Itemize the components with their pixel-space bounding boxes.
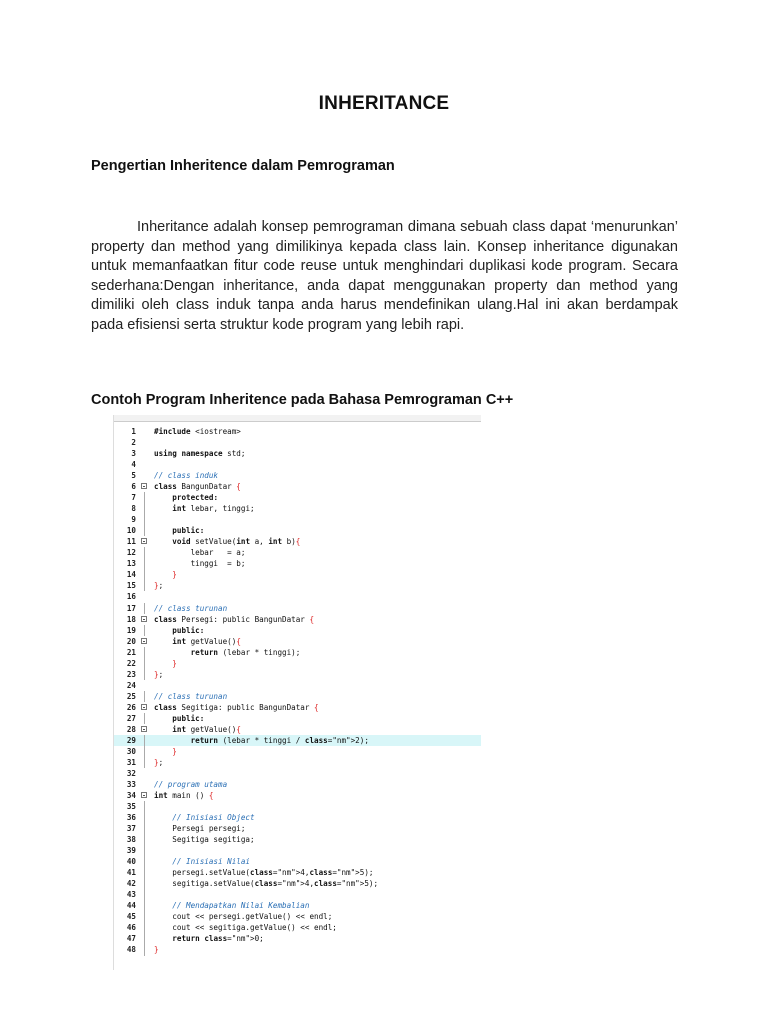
code-line bbox=[114, 636, 481, 647]
code-line bbox=[114, 669, 481, 680]
line-number: 33 bbox=[126, 780, 136, 789]
code-text: }; bbox=[154, 757, 164, 767]
code-text: int lebar, tinggi; bbox=[172, 504, 255, 514]
code-line bbox=[114, 867, 481, 878]
code-text: protected: bbox=[172, 493, 219, 503]
fold-guide bbox=[144, 933, 145, 944]
line-number: 16 bbox=[126, 592, 136, 602]
code-text: public: bbox=[172, 713, 205, 723]
line-number: 38 bbox=[126, 835, 136, 845]
fold-guide bbox=[144, 944, 145, 955]
line-number: 39 bbox=[126, 846, 136, 856]
line-number: 26 bbox=[126, 702, 136, 712]
fold-guide bbox=[144, 669, 145, 680]
code-text: class Persegi: public BangunDatar { bbox=[154, 614, 315, 624]
code-text: return (lebar * tinggi / class="nm">2); bbox=[190, 735, 369, 745]
code-text: using namespace std; bbox=[154, 449, 246, 459]
line-number: 41 bbox=[126, 868, 136, 878]
fold-guide bbox=[144, 580, 145, 591]
fold-guide bbox=[144, 691, 145, 702]
line-number: 12 bbox=[126, 548, 136, 558]
code-text: int getValue(){ bbox=[172, 636, 241, 646]
code-line bbox=[114, 933, 481, 944]
line-number: 21 bbox=[126, 647, 136, 657]
line-number: 23 bbox=[126, 669, 136, 679]
code-line bbox=[114, 779, 481, 790]
code-line bbox=[114, 569, 481, 580]
line-number: 42 bbox=[126, 879, 136, 889]
fold-guide bbox=[144, 845, 145, 856]
code-line bbox=[114, 525, 481, 536]
line-number: 3 bbox=[131, 449, 136, 459]
code-line bbox=[114, 558, 481, 569]
code-text: // Inisiasi Object bbox=[154, 813, 255, 823]
code-line bbox=[114, 492, 481, 503]
code-line bbox=[114, 790, 481, 801]
code-text: }; bbox=[154, 669, 164, 679]
code-text: // program utama bbox=[154, 780, 228, 789]
line-number: 1 bbox=[131, 427, 136, 436]
line-number: 11 bbox=[126, 537, 136, 547]
line-number: 43 bbox=[126, 890, 136, 900]
fold-toggle-icon[interactable] bbox=[141, 616, 147, 622]
fold-guide bbox=[144, 569, 145, 580]
line-number: 10 bbox=[126, 526, 136, 536]
fold-guide bbox=[144, 889, 145, 900]
line-number: 7 bbox=[131, 493, 136, 503]
line-number: 14 bbox=[126, 570, 136, 580]
code-line bbox=[114, 746, 481, 757]
fold-guide bbox=[144, 735, 145, 746]
code-text: lebar = a; bbox=[154, 548, 246, 558]
code-text: public: bbox=[172, 526, 205, 536]
fold-guide bbox=[144, 625, 145, 636]
code-text: #include <iostream> bbox=[154, 427, 241, 436]
fold-guide bbox=[144, 856, 145, 867]
line-number: 36 bbox=[126, 813, 136, 823]
fold-toggle-icon[interactable] bbox=[141, 483, 147, 489]
code-line bbox=[114, 845, 481, 856]
code-line bbox=[114, 481, 481, 492]
code-text: // Mendapatkan Nilai Kembalian bbox=[154, 901, 310, 911]
line-number: 9 bbox=[131, 515, 136, 525]
fold-guide bbox=[144, 812, 145, 823]
code-text: } bbox=[172, 658, 177, 668]
code-line bbox=[114, 856, 481, 867]
fold-guide bbox=[144, 878, 145, 889]
code-text: persegi.setValue(class="nm">4,class="nm">5); bbox=[154, 868, 374, 878]
code-text: } bbox=[154, 945, 159, 955]
code-line bbox=[114, 823, 481, 834]
code-line bbox=[114, 459, 481, 470]
code-line bbox=[114, 735, 481, 746]
fold-guide bbox=[144, 514, 145, 525]
code-line bbox=[114, 889, 481, 900]
code-text: // Inisiasi Nilai bbox=[154, 857, 251, 867]
fold-guide bbox=[144, 823, 145, 834]
code-text: // class turunan bbox=[154, 691, 228, 701]
code-line bbox=[114, 591, 481, 602]
code-line bbox=[114, 437, 481, 448]
fold-guide bbox=[144, 834, 145, 845]
line-number: 25 bbox=[126, 691, 136, 701]
code-text: } bbox=[172, 570, 177, 580]
line-number: 27 bbox=[126, 713, 136, 723]
code-text: cout << segitiga.getValue() << endl; bbox=[154, 923, 337, 933]
line-number: 46 bbox=[126, 923, 136, 933]
code-line bbox=[114, 834, 481, 845]
fold-guide bbox=[144, 658, 145, 669]
code-text: tinggi = b; bbox=[154, 559, 246, 569]
code-line bbox=[114, 536, 481, 547]
code-line bbox=[114, 503, 481, 514]
code-line bbox=[114, 713, 481, 724]
fold-guide bbox=[144, 746, 145, 757]
code-line bbox=[114, 801, 481, 812]
code-text: return class="nm">0; bbox=[172, 934, 264, 944]
line-number: 31 bbox=[126, 757, 136, 767]
fold-guide bbox=[144, 525, 145, 536]
line-number: 8 bbox=[131, 504, 136, 514]
code-text: int getValue(){ bbox=[172, 724, 241, 734]
line-number: 44 bbox=[126, 901, 136, 911]
section-heading-example: Contoh Program Inheritence pada Bahasa Pemrograman C++ bbox=[91, 392, 514, 408]
fold-guide bbox=[144, 713, 145, 724]
code-text: }; bbox=[154, 581, 164, 591]
line-number: 13 bbox=[126, 559, 136, 569]
document-title: INHERITANCE bbox=[318, 93, 450, 114]
code-line bbox=[114, 614, 481, 625]
fold-toggle-icon[interactable] bbox=[141, 792, 147, 798]
code-text: segitiga.setValue(class="nm">4,class="nm">5); bbox=[154, 879, 379, 889]
code-text: return (lebar * tinggi); bbox=[190, 647, 301, 657]
code-line bbox=[114, 470, 481, 481]
line-number: 45 bbox=[126, 912, 136, 922]
code-line bbox=[114, 944, 481, 955]
code-line bbox=[114, 647, 481, 658]
fold-guide bbox=[144, 558, 145, 569]
line-number: 4 bbox=[131, 460, 136, 470]
fold-guide bbox=[144, 922, 145, 933]
code-line bbox=[114, 702, 481, 713]
line-number: 29 bbox=[126, 735, 136, 745]
code-line bbox=[114, 625, 481, 636]
fold-toggle-icon[interactable] bbox=[141, 638, 147, 644]
code-line bbox=[114, 547, 481, 558]
code-text: public: bbox=[172, 625, 205, 635]
line-number: 34 bbox=[126, 791, 136, 801]
line-number: 40 bbox=[126, 857, 136, 867]
code-lines bbox=[114, 426, 481, 956]
line-number: 15 bbox=[126, 581, 136, 591]
code-line bbox=[114, 448, 481, 459]
line-number: 30 bbox=[126, 746, 136, 756]
fold-guide bbox=[144, 801, 145, 812]
fold-guide bbox=[144, 492, 145, 503]
body-paragraph: Inheritance adalah konsep pemrograman dimana sebuah class dapat ‘menurunkan’ property dan method yang dimilikinya kepada class lain. Konsep inheritance digunakan untuk memanfaatkan fitur code reuse untuk menghindari duplikasi kode program. Secara sederhana:Dengan inheritance, anda dapat menggunakan property dan method yang dimiliki oleh class induk tanpa anda harus mendefinikan ulang.Hal ini akan berdampak pada efisiensi serta struktur kode program yang lebih rapi. bbox=[91, 219, 678, 333]
line-number: 32 bbox=[126, 768, 136, 778]
fold-toggle-icon[interactable] bbox=[141, 726, 147, 732]
fold-guide bbox=[144, 911, 145, 922]
code-line bbox=[114, 580, 481, 591]
fold-guide bbox=[144, 757, 145, 768]
editor-tab-bar bbox=[114, 415, 481, 422]
line-number: 37 bbox=[126, 824, 136, 834]
code-line bbox=[114, 603, 481, 614]
code-text: Persegi persegi; bbox=[154, 824, 246, 834]
section-heading-definition: Pengertian Inheritence dalam Pemrograman bbox=[91, 158, 395, 174]
fold-guide bbox=[144, 867, 145, 878]
code-line bbox=[114, 426, 481, 437]
code-text: cout << persegi.getValue() << endl; bbox=[154, 912, 333, 922]
code-line bbox=[114, 658, 481, 669]
line-number: 48 bbox=[126, 945, 136, 955]
line-number: 20 bbox=[126, 636, 136, 646]
line-number: 24 bbox=[126, 680, 136, 690]
code-line bbox=[114, 724, 481, 735]
code-text: // class induk bbox=[154, 471, 219, 481]
code-text: } bbox=[172, 746, 177, 756]
line-number: 2 bbox=[131, 438, 136, 448]
fold-guide bbox=[144, 603, 145, 614]
fold-guide bbox=[144, 503, 145, 514]
code-line bbox=[114, 812, 481, 823]
code-line bbox=[114, 900, 481, 911]
code-text: // class turunan bbox=[154, 603, 228, 613]
fold-toggle-icon[interactable] bbox=[141, 704, 147, 710]
line-number: 22 bbox=[126, 658, 136, 668]
code-line bbox=[114, 514, 481, 525]
code-text: void setValue(int a, int b){ bbox=[172, 537, 301, 547]
fold-guide bbox=[144, 900, 145, 911]
code-text: class Segitiga: public BangunDatar { bbox=[154, 702, 319, 712]
fold-toggle-icon[interactable] bbox=[141, 538, 147, 544]
fold-guide bbox=[144, 547, 145, 558]
code-line bbox=[114, 768, 481, 779]
fold-guide bbox=[144, 647, 145, 658]
line-number: 17 bbox=[126, 603, 136, 613]
line-number: 5 bbox=[131, 471, 136, 481]
code-text: class BangunDatar { bbox=[154, 482, 241, 492]
line-number: 35 bbox=[126, 802, 136, 812]
line-number: 6 bbox=[131, 482, 136, 492]
line-number: 47 bbox=[126, 934, 136, 944]
code-line bbox=[114, 911, 481, 922]
code-text: int main () { bbox=[154, 791, 214, 801]
line-number: 28 bbox=[126, 724, 136, 734]
code-line bbox=[114, 680, 481, 691]
code-line bbox=[114, 757, 481, 768]
code-line bbox=[114, 878, 481, 889]
code-screenshot bbox=[113, 415, 481, 970]
code-line bbox=[114, 922, 481, 933]
line-number: 18 bbox=[126, 614, 136, 624]
code-line bbox=[114, 691, 481, 702]
code-text: Segitiga segitiga; bbox=[154, 835, 255, 845]
line-number: 19 bbox=[126, 625, 136, 635]
